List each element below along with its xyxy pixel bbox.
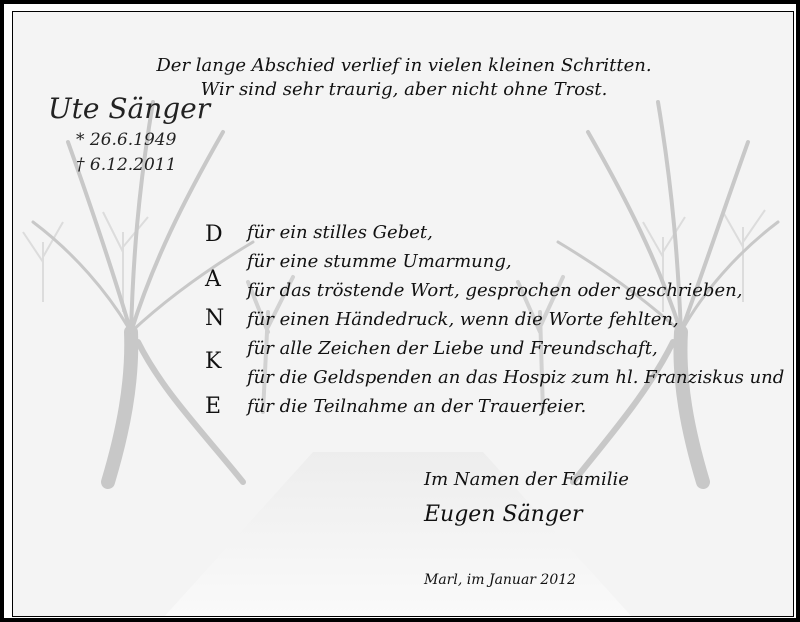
on-behalf-of-family: Im Namen der Familie <box>424 469 629 490</box>
danke-letter-d: D <box>205 222 223 247</box>
death-date: † 6.12.2011 <box>76 155 177 175</box>
deceased-name: Ute Sänger <box>48 92 211 125</box>
notice-inner-frame <box>12 11 794 617</box>
thanks-line: für einen Händedruck, wenn die Worte fehlten, <box>247 309 679 330</box>
thanks-line: für eine stumme Umarmung, <box>247 251 512 272</box>
danke-letter-k: K <box>205 349 222 374</box>
signer-name: Eugen Sänger <box>424 502 583 527</box>
thanks-line: für alle Zeichen der Liebe und Freundschaft, <box>247 338 658 359</box>
thanks-line: für die Geldspenden an das Hospiz zum hl. Franziskus und <box>247 367 785 388</box>
motto-line-2: Wir sind sehr traurig, aber nicht ohne Trost. <box>200 79 608 100</box>
birth-date: * 26.6.1949 <box>76 130 177 150</box>
motto-line-1: Der lange Abschied verlief in vielen kleinen Schritten. <box>156 55 652 76</box>
danke-letter-a: A <box>205 267 221 292</box>
thanks-line: für die Teilnahme an der Trauerfeier. <box>247 396 587 417</box>
thanks-line: für das tröstende Wort, gesprochen oder geschrieben, <box>247 280 743 301</box>
place-and-date: Marl, im Januar 2012 <box>424 572 577 588</box>
danke-letter-n: N <box>205 306 225 331</box>
thanks-line: für ein stilles Gebet, <box>247 222 433 243</box>
danke-letter-e: E <box>205 394 222 419</box>
